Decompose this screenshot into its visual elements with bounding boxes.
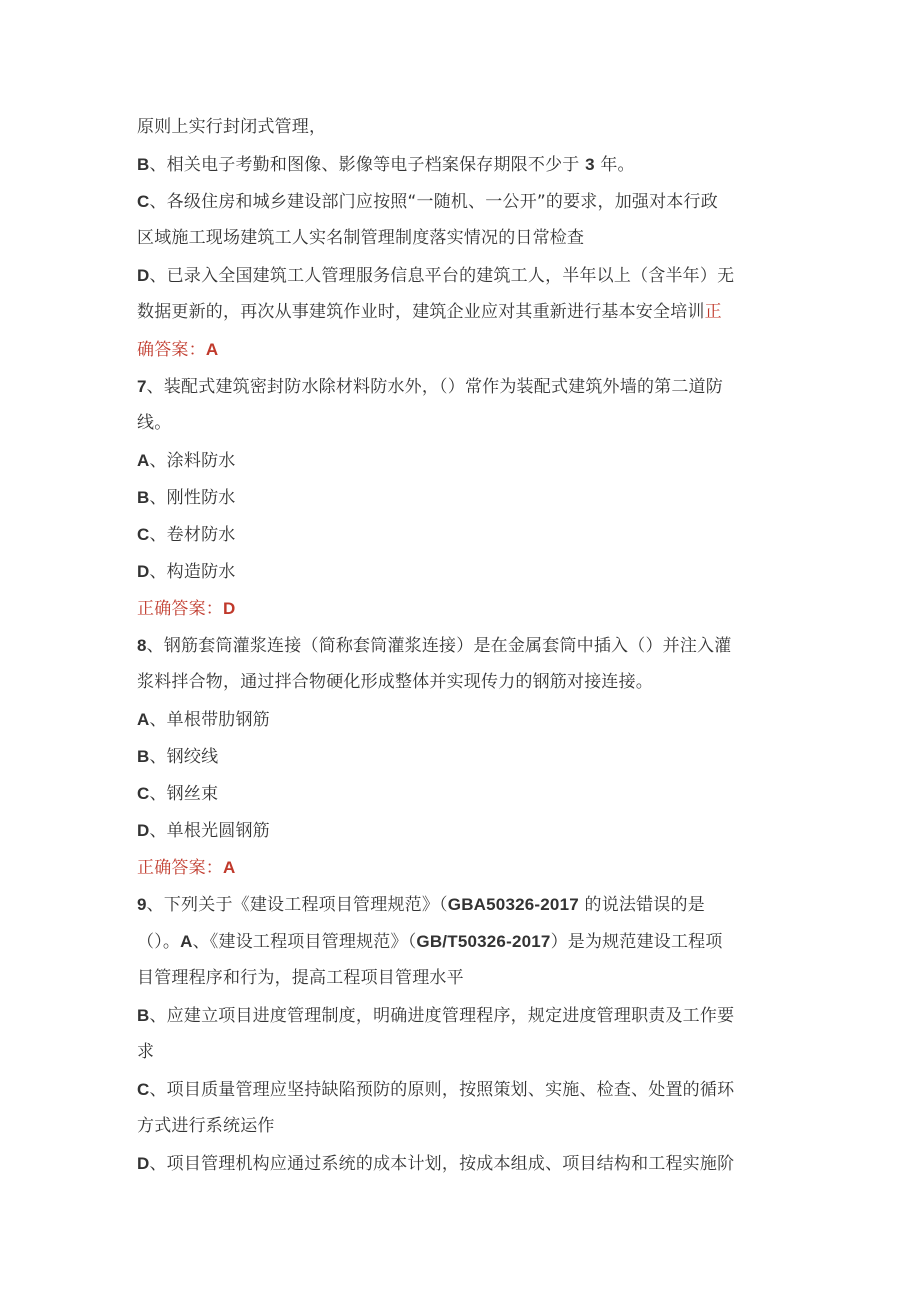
text-line: B、应建立项目进度管理制度，明确进度管理程序，规定进度管理职责及工作要 — [137, 1006, 735, 1026]
text-line: 目管理程序和行为，提高工程项目管理水平 — [137, 968, 464, 988]
text-segment: 数据更新的，再次从事建筑作业时，建筑企业应对其重新进行基本安全培训 — [137, 302, 705, 322]
text-line: B、钢绞线 — [137, 747, 219, 767]
text-line: 方式进行系统运作 — [137, 1116, 275, 1136]
text-line: C、各级住房和城乡建设部门应按照“一随机、一公开”的要求，加强对本行政 — [137, 192, 718, 212]
text-line: C、钢丝束 — [137, 784, 219, 804]
document-page — [137, 109, 785, 1182]
answer-line: 正确答案：A — [137, 858, 236, 878]
text-line: B、刚性防水 — [137, 488, 236, 508]
text-line: 原则上实行封闭式管理， — [137, 117, 327, 137]
text-line: D、项目管理机构应通过系统的成本计划，按成本组成、项目结构和工程实施阶 — [137, 1154, 735, 1174]
text-line: A、涂料防水 — [137, 451, 236, 471]
text-line: 线。 — [137, 413, 172, 433]
answer-prefix: 正 — [704, 302, 722, 322]
text-line: D、单根光圆钢筋 — [137, 821, 270, 841]
text-line: 区域施工现场建筑工人实名制管理制度落实情况的日常检查 — [137, 228, 585, 248]
text-line — [137, 294, 785, 331]
text-line: C、项目质量管理应坚持缺陷预防的原则，按照策划、实施、检查、处置的循环 — [137, 1080, 735, 1100]
answer-line: 正确答案：D — [137, 599, 236, 619]
text-line: A、单根带肋钢筋 — [137, 710, 270, 730]
text-line: 7、装配式建筑密封防水除材料防水外，（）常作为装配式建筑外墙的第二道防 — [137, 377, 723, 397]
text-line: 8、钢筋套筒灌浆连接（简称套筒灌浆连接）是在金属套筒中插入（）并注入灌 — [137, 636, 732, 656]
text-line: D、已录入全国建筑工人管理服务信息平台的建筑工人，半年以上（含半年）无 — [137, 266, 735, 286]
text-line: C、卷材防水 — [137, 525, 236, 545]
text-line: 9、下列关于《建设工程项目管理规范》（GBA50326-2017 的说法错误的是 — [137, 895, 705, 915]
text-line: B、相关电子考勤和图像、影像等电子档案保存期限不少于 3 年。 — [137, 155, 635, 175]
answer-line: 确答案：A — [137, 340, 219, 360]
text-line: （）。A、《建设工程项目管理规范》（GB/T50326-2017）是为规范建设工程项 — [137, 932, 723, 952]
text-line: 浆料拌合物，通过拌合物硬化形成整体并实现传力的钢筋对接连接。 — [137, 672, 653, 692]
text-line: D、构造防水 — [137, 562, 236, 582]
text-line: 求 — [137, 1042, 155, 1062]
